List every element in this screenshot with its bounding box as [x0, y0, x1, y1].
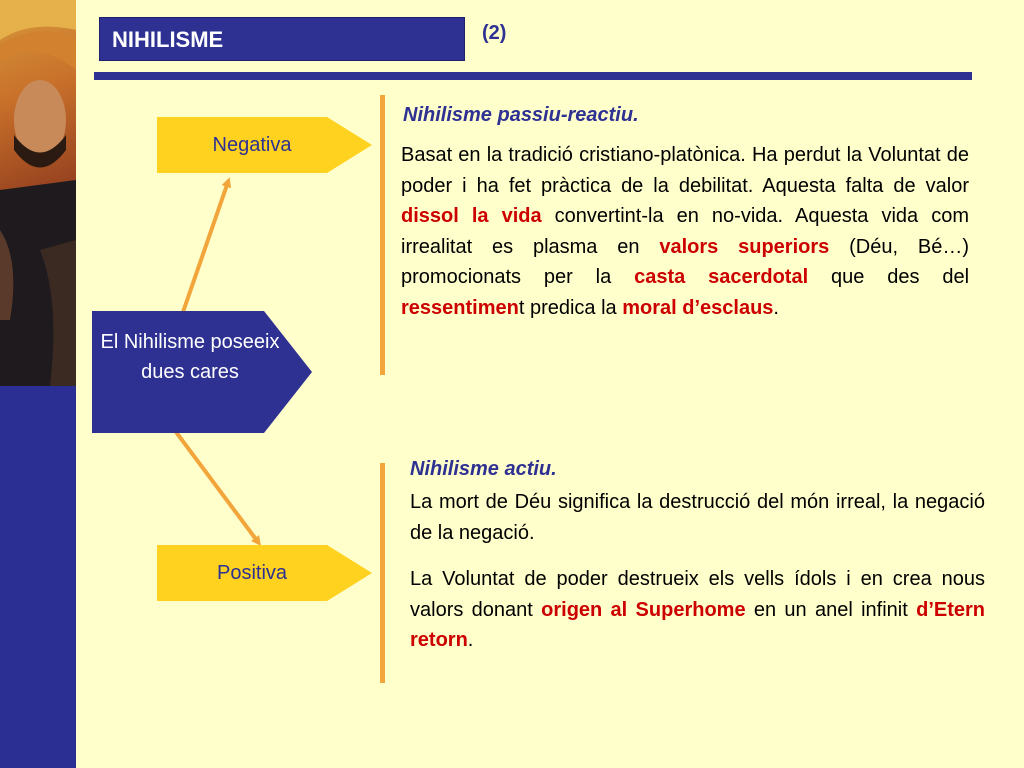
highlight-casta-sacerdotal: casta sacerdotal [634, 266, 809, 288]
highlight-valors-superiors: valors superiors [659, 235, 830, 258]
arrow-to-positiva [176, 432, 258, 542]
tag-positiva [157, 545, 372, 601]
active-text-2: en un anel infinit [745, 598, 917, 621]
tag-negativa [157, 117, 372, 173]
passive-heading: Nihilisme passiu-reactiu. [403, 104, 639, 126]
active-paragraph-2 [410, 564, 985, 656]
passive-text-1: Basat en la tradició cristiano-platònica. Ha perdut la Voluntat de poder i ha fet pràctica de la debilitat. Aquesta falta de valor [401, 144, 969, 197]
slide-title: NIHILISME [99, 17, 465, 61]
passive-text-3: (Déu, Bé…) promocionats per la [401, 235, 969, 288]
highlight-dissol-la-vida: dissol la vida [401, 205, 542, 227]
center-node [92, 311, 312, 433]
active-section-bar [380, 463, 385, 683]
highlight-ressentiment: ressentimen [401, 296, 519, 319]
passive-section-bar [380, 95, 385, 375]
tag-positiva-label: Positiva [216, 562, 288, 584]
passive-text-2: convertint-la en no-vida. Aquesta vida com irrealitat es plasma en [401, 205, 969, 258]
arrow-to-negativa [183, 182, 228, 312]
center-node-label: El Nihilisme poseeix dues cares [100, 331, 280, 383]
slide-number: (2) [482, 22, 507, 44]
passive-paragraph [401, 140, 969, 323]
highlight-moral-esclaus: moral d’esclaus [622, 296, 774, 319]
highlight-origen-superhome: origen al Superhome [541, 598, 746, 621]
passive-text-6: . [773, 296, 779, 319]
passive-text-4: que des del [808, 266, 970, 288]
active-paragraph-1: La mort de Déu significa la destrucció del món irreal, la negació de la negació. [410, 491, 985, 544]
active-text-1: La Voluntat de poder destrueix els vells ídols i en crea nous valors donant [410, 568, 985, 621]
active-text-3: . [467, 629, 474, 651]
tag-negativa-label: Negativa [212, 134, 292, 156]
highlight-etern-retorn: d’Etern retorn [410, 598, 986, 651]
active-heading: Nihilisme actiu. [410, 458, 557, 480]
passive-text-5: t predica la [518, 296, 623, 319]
